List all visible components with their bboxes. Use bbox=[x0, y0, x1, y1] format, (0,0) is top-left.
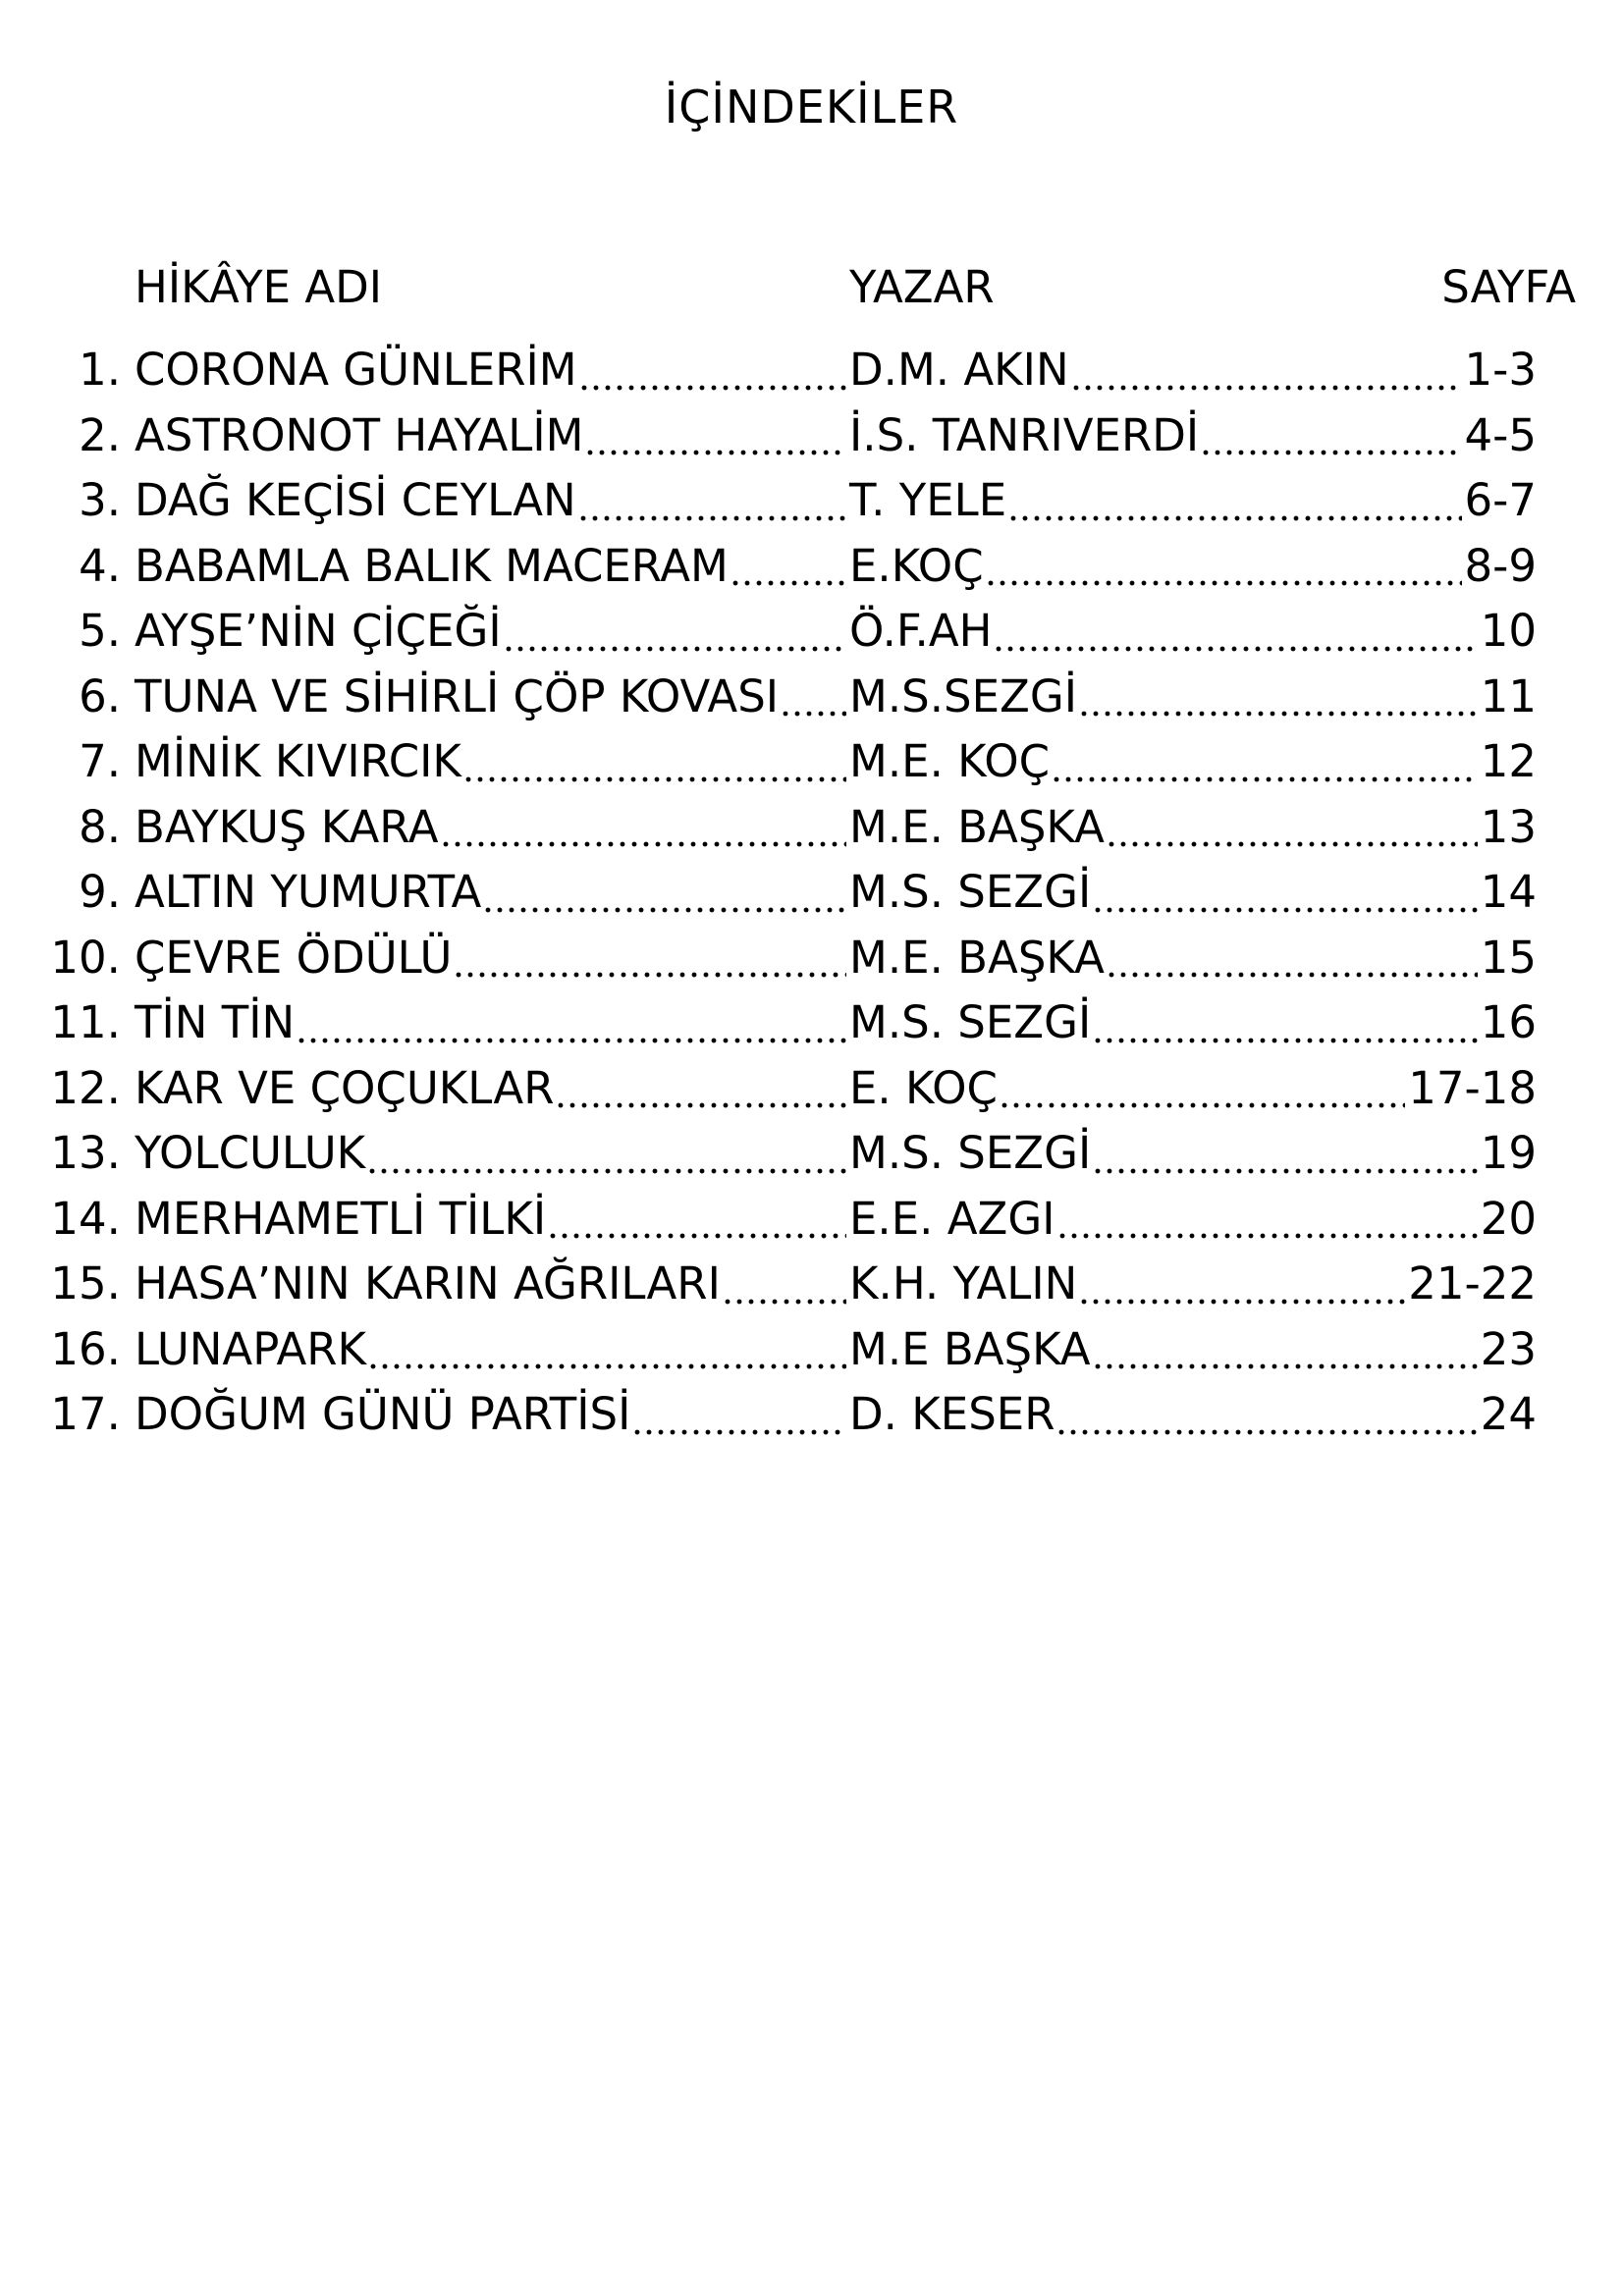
toc-entry-left bbox=[44, 990, 849, 1056]
dot-leader bbox=[1203, 403, 1461, 469]
toc-entry-author: M.S. SEZGİ bbox=[849, 996, 1092, 1048]
dot-leader bbox=[443, 795, 847, 861]
dot-leader bbox=[1095, 1317, 1478, 1383]
toc-entry-pages: 8-9 bbox=[1464, 539, 1537, 592]
toc-entry-left bbox=[44, 1252, 849, 1317]
dot-leader bbox=[550, 1187, 846, 1253]
dot-leader bbox=[1109, 795, 1478, 861]
toc-entry-title: CORONA GÜNLERİM bbox=[135, 344, 577, 396]
toc-entry-title: YOLCULUK bbox=[135, 1127, 366, 1179]
dot-leader bbox=[506, 599, 846, 665]
toc-entry-title: MİNİK KIVIRCIK bbox=[135, 735, 461, 787]
toc-entry-pages: 14 bbox=[1480, 866, 1537, 918]
dot-leader bbox=[634, 1382, 846, 1448]
toc-entry-pages: 20 bbox=[1480, 1192, 1537, 1245]
toc-entry-left bbox=[44, 1056, 849, 1122]
toc-entry-number: 12. bbox=[50, 1061, 121, 1114]
toc-entry-right bbox=[849, 338, 1537, 403]
toc-entry-title: TUNA VE SİHİRLİ ÇÖP KOVASI bbox=[135, 669, 780, 722]
toc-entry-author: E.KOÇ bbox=[849, 539, 984, 592]
dot-leader bbox=[369, 1121, 846, 1187]
toc-entry-right bbox=[849, 1187, 1537, 1253]
toc-entry-author: M.E. BAŞKA bbox=[849, 800, 1105, 853]
toc-entry-right bbox=[849, 665, 1537, 730]
dot-leader bbox=[587, 403, 846, 469]
toc-entry-number: 2. bbox=[79, 408, 121, 461]
dot-leader bbox=[1059, 1187, 1478, 1253]
toc-entry-title: ASTRONOT HAYALİM bbox=[135, 408, 584, 461]
toc-entry-left bbox=[44, 534, 849, 600]
toc-entry-right bbox=[849, 1382, 1537, 1448]
dot-leader bbox=[1073, 338, 1462, 403]
toc-entry-author: M.S.SEZGİ bbox=[849, 669, 1077, 722]
toc-entry-title: BABAMLA BALIK MACERAM bbox=[135, 539, 729, 592]
toc-entry bbox=[0, 1317, 1537, 1383]
toc-entry-pages: 15 bbox=[1480, 931, 1537, 984]
toc-entry-left bbox=[44, 1121, 849, 1187]
toc-entry-title: ÇEVRE ÖDÜLÜ bbox=[135, 931, 453, 984]
dot-leader bbox=[558, 1056, 846, 1122]
toc-entry-pages: 17-18 bbox=[1408, 1061, 1537, 1114]
dot-leader bbox=[1095, 990, 1477, 1056]
toc-entry-right bbox=[849, 729, 1537, 795]
toc-entry-title: AYŞE’NİN ÇİÇEĞİ bbox=[135, 605, 502, 657]
toc-column-headers bbox=[0, 255, 1576, 320]
toc-entry-pages: 21-22 bbox=[1408, 1257, 1537, 1309]
toc-entry-title: HASA’NIN KARIN AĞRILARI bbox=[135, 1257, 721, 1309]
dot-leader bbox=[1054, 729, 1478, 795]
dot-leader bbox=[465, 729, 846, 795]
toc-entry-number: 15. bbox=[50, 1257, 121, 1309]
toc-entry-number: 3. bbox=[79, 474, 121, 526]
toc-entry-number: 9. bbox=[79, 866, 121, 918]
dot-leader bbox=[732, 534, 846, 600]
toc-entry-author: D.M. AKIN bbox=[849, 344, 1069, 396]
toc-entry-author: E.E. AZGI bbox=[849, 1192, 1055, 1245]
toc-entry-right bbox=[849, 795, 1537, 861]
toc-entry-left bbox=[44, 338, 849, 403]
toc-entry-number: 6. bbox=[79, 669, 121, 722]
page-title: İÇİNDEKİLER bbox=[664, 80, 959, 133]
toc-entry bbox=[0, 403, 1537, 469]
toc-entry bbox=[0, 665, 1537, 730]
toc-entry bbox=[0, 338, 1537, 403]
toc-entry-title: ALTIN YUMURTA bbox=[135, 866, 482, 918]
column-header-page: SAYFA bbox=[1441, 261, 1576, 313]
toc-entry-right bbox=[849, 990, 1537, 1056]
dot-leader bbox=[580, 468, 846, 534]
dot-leader bbox=[1058, 1382, 1477, 1448]
toc-entry-author: M.E. BAŞKA bbox=[849, 931, 1105, 984]
toc-entry-pages: 24 bbox=[1480, 1388, 1537, 1440]
toc-entry-author: K.H. YALIN bbox=[849, 1257, 1078, 1309]
toc-entry-pages: 12 bbox=[1480, 735, 1537, 787]
toc-entry-number: 13. bbox=[50, 1127, 121, 1179]
toc-entry bbox=[0, 1121, 1537, 1187]
toc-entry bbox=[0, 990, 1537, 1056]
dot-leader bbox=[1095, 860, 1477, 926]
toc-entry bbox=[0, 926, 1537, 991]
toc-entry-number: 14. bbox=[50, 1192, 121, 1245]
toc-entry bbox=[0, 1252, 1537, 1317]
toc-entry-pages: 19 bbox=[1480, 1127, 1537, 1179]
dot-leader bbox=[485, 860, 846, 926]
toc-entry-author: T. YELE bbox=[849, 474, 1007, 526]
toc-entry-title: DOĞUM GÜNÜ PARTİSİ bbox=[135, 1388, 631, 1440]
dot-leader bbox=[298, 990, 846, 1056]
dot-leader bbox=[581, 338, 846, 403]
toc-entry-pages: 10 bbox=[1480, 605, 1537, 657]
toc-entry bbox=[0, 860, 1537, 926]
toc-entry-pages: 11 bbox=[1480, 669, 1537, 722]
toc-entry-pages: 23 bbox=[1480, 1322, 1537, 1375]
column-header-author: YAZAR bbox=[849, 261, 995, 313]
dot-leader bbox=[1081, 1252, 1405, 1317]
dot-leader bbox=[988, 534, 1462, 600]
toc-entry-right bbox=[849, 1056, 1537, 1122]
toc-entry-right bbox=[849, 1121, 1537, 1187]
toc-entry-left bbox=[44, 1382, 849, 1448]
toc-entry-number: 5. bbox=[79, 605, 121, 657]
toc-list bbox=[0, 338, 1623, 1448]
toc-entry-left bbox=[44, 468, 849, 534]
toc-entry-pages: 1-3 bbox=[1464, 344, 1537, 396]
toc-entry-left bbox=[44, 729, 849, 795]
toc-entry-left bbox=[44, 403, 849, 469]
toc-entry-title: TİN TİN bbox=[135, 996, 296, 1048]
toc-entry-left bbox=[44, 665, 849, 730]
toc-entry-right bbox=[849, 860, 1537, 926]
toc-entry-pages: 6-7 bbox=[1464, 474, 1537, 526]
toc-entry-number: 4. bbox=[79, 539, 121, 592]
toc-entry bbox=[0, 468, 1537, 534]
dot-leader bbox=[1001, 1056, 1405, 1122]
toc-entry-pages: 4-5 bbox=[1464, 408, 1537, 461]
toc-entry-right bbox=[849, 926, 1537, 991]
toc-entry bbox=[0, 1382, 1537, 1448]
toc-entry-author: İ.S. TANRIVERDİ bbox=[849, 408, 1200, 461]
toc-entry-right bbox=[849, 599, 1537, 665]
toc-entry-title: KAR VE ÇOÇUKLAR bbox=[135, 1061, 555, 1114]
toc-entry-title: LUNAPARK bbox=[135, 1322, 367, 1375]
dot-leader bbox=[370, 1317, 846, 1383]
dot-leader bbox=[725, 1252, 846, 1317]
dot-leader bbox=[1095, 1121, 1477, 1187]
toc-entry-number: 11. bbox=[50, 996, 121, 1048]
toc-entry-left bbox=[44, 795, 849, 861]
dot-leader bbox=[1109, 926, 1478, 991]
dot-leader bbox=[1081, 665, 1478, 730]
toc-entry-right bbox=[849, 1317, 1537, 1383]
toc-entry-author: D. KESER bbox=[849, 1388, 1055, 1440]
toc-entry-left bbox=[44, 599, 849, 665]
toc-entry-right bbox=[849, 534, 1537, 600]
toc-entry-author: Ö.F.AH bbox=[849, 605, 993, 657]
dot-leader bbox=[783, 665, 846, 730]
column-header-story: HİKÂYE ADI bbox=[135, 261, 383, 313]
toc-entry-number: 16. bbox=[50, 1322, 121, 1375]
toc-entry bbox=[0, 534, 1537, 600]
toc-entry-number: 7. bbox=[79, 735, 121, 787]
toc-entry-left bbox=[44, 1187, 849, 1253]
toc-entry-author: M.S. SEZGİ bbox=[849, 1127, 1092, 1179]
toc-entry bbox=[0, 729, 1537, 795]
dot-leader bbox=[1010, 468, 1461, 534]
toc-entry-right bbox=[849, 468, 1537, 534]
toc-entry bbox=[0, 1056, 1537, 1122]
toc-entry-pages: 16 bbox=[1480, 996, 1537, 1048]
toc-entry bbox=[0, 1187, 1537, 1253]
toc-entry-left bbox=[44, 860, 849, 926]
toc-entry bbox=[0, 795, 1537, 861]
toc-entry-author: M.S. SEZGİ bbox=[849, 866, 1092, 918]
dot-leader bbox=[996, 599, 1477, 665]
toc-entry-pages: 13 bbox=[1480, 800, 1537, 853]
toc-entry-title: MERHAMETLİ TİLKİ bbox=[135, 1192, 547, 1245]
toc-entry bbox=[0, 599, 1537, 665]
toc-entry-left bbox=[44, 926, 849, 991]
toc-entry-author: E. KOÇ bbox=[849, 1061, 998, 1114]
toc-entry-number: 10. bbox=[50, 931, 121, 984]
toc-entry-number: 17. bbox=[50, 1388, 121, 1440]
toc-entry-number: 8. bbox=[79, 800, 121, 853]
toc-entry-right bbox=[849, 1252, 1537, 1317]
toc-entry-title: DAĞ KEÇİSİ CEYLAN bbox=[135, 474, 576, 526]
dot-leader bbox=[456, 926, 846, 991]
toc-entry-number: 1. bbox=[79, 344, 121, 396]
toc-entry-author: M.E. KOÇ bbox=[849, 735, 1051, 787]
toc-entry-right bbox=[849, 403, 1537, 469]
toc-entry-author: M.E BAŞKA bbox=[849, 1322, 1091, 1375]
toc-entry-left bbox=[44, 1317, 849, 1383]
toc-entry-title: BAYKUŞ KARA bbox=[135, 800, 439, 853]
